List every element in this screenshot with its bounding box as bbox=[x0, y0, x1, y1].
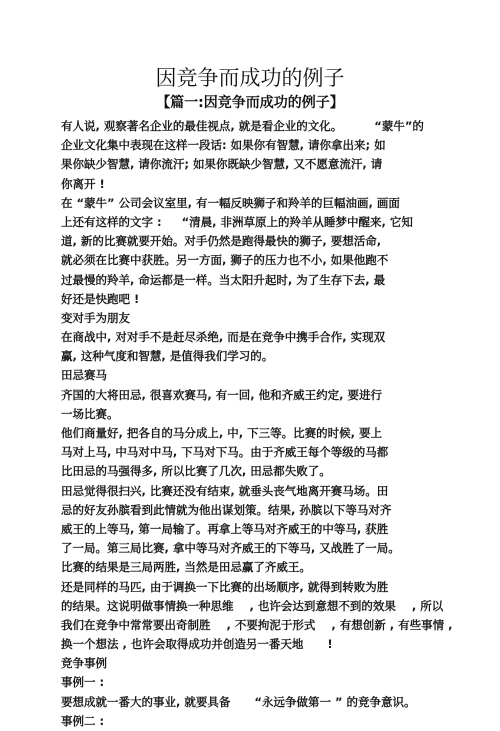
text-line: 竞争事例 bbox=[61, 656, 107, 671]
text-line: 有人说, 观察著名企业的最佳视点, 就是看企业的文化。 “蒙牛”的 bbox=[61, 119, 424, 133]
document-subtitle: 【篇一:因竞争而成功的例子】 bbox=[156, 95, 344, 111]
text-line: 换一个想法 , 也许会取得成功并创造另一番天地 ! bbox=[61, 637, 333, 652]
document-title: 因竞争而成功的例子 bbox=[155, 66, 345, 90]
text-line: 还是同样的马匹, 由于调换一下比赛的出场顺序, 就得到转败为胜 bbox=[61, 579, 389, 594]
text-line: 你离开 ! bbox=[61, 176, 105, 191]
text-line: 事例二 : bbox=[61, 713, 105, 728]
text-line: 就必须在比赛中获胜。另一方面, 狮子的压力也不小, 如果他跑不 bbox=[61, 253, 389, 268]
text-line: 赢, 这种气度和智慧, 是值得我们学习的。 bbox=[61, 349, 274, 364]
text-line: 比赛的结果是三局两胜, 当然是田忌赢了齐威王。 bbox=[61, 560, 311, 575]
text-line: 企业文化集中表现在这样一段话: 如果你有智慧, 请你拿出来; 如 bbox=[61, 138, 386, 153]
text-line: 他们商量好, 把各自的马分成上, 中, 下三等。比赛的时候, 要上 bbox=[61, 426, 382, 440]
text-line: 道, 新的比赛就要开始。对手仍然是跑得最快的狮子, 要想活命, bbox=[61, 234, 382, 249]
text-line: 变对手为朋友 bbox=[61, 310, 130, 325]
text-line: 田忌赛马 bbox=[61, 368, 107, 383]
text-line: 我们在竞争中常常要出奇制胜 , 不要拘泥于形式 , 有想创新 , 有些事情 , bbox=[61, 617, 453, 632]
text-line: 事例一 : bbox=[61, 675, 105, 690]
text-line: 一场比赛。 bbox=[61, 406, 119, 421]
text-line: 好还是快跑吧 ! bbox=[61, 291, 140, 306]
text-line: 在商战中, 对对手不是赶尽杀绝, 而是在竞争中携手合作, 实现双 bbox=[61, 330, 386, 345]
text-line: 忌的好友孙膑看到此情就为他出谋划策。结果, 孙膑以下等马对齐 bbox=[61, 502, 392, 517]
text-line: 田忌觉得很扫兴, 比赛还没有结束, 就垂头丧气地离开赛马场。田 bbox=[61, 483, 389, 498]
text-line: 了一局。第三局比赛, 拿中等马对齐威王的下等马, 又战胜了一局。 bbox=[61, 541, 400, 556]
text-line: 齐国的大将田忌, 很喜欢赛马, 有一回, 他和齐威王约定, 要进行 bbox=[61, 387, 382, 402]
text-line: 果你缺少智慧, 请你流汗; 如果你既缺少智慧, 又不愿意流汗, 请 bbox=[61, 157, 383, 172]
text-line: 的结果。这说明做事情换一种思维 , 也许会达到意想不到的效果 , 所以 bbox=[61, 598, 444, 613]
text-line: 比田忌的马强得多, 所以比赛了几次, 田忌都失败了。 bbox=[61, 464, 331, 479]
text-line: 在 “蒙牛” 公司会议室里, 有一幅反映狮子和羚羊的巨幅油画, 画面 bbox=[61, 195, 400, 210]
text-line: 要想成就一番大的事业, 就要具备 “永远争做第一 ” 的竞争意识。 bbox=[61, 694, 416, 709]
text-line: 上还有这样的文字 : “清晨, 非洲草原上的羚羊从睡梦中醒来, 它知 bbox=[61, 214, 413, 229]
document-body bbox=[61, 117, 456, 731]
text-line: 威王的上等马, 第一局输了。再拿上等马对齐威王的中等马, 获胜 bbox=[61, 521, 389, 536]
text-line: 过最慢的羚羊, 命运都是一样。当太阳升起时, 为了生存下去, 最 bbox=[61, 272, 386, 287]
text-line: 马对上马, 中马对中马, 下马对下马。由于齐威王每个等级的马都 bbox=[61, 445, 389, 460]
